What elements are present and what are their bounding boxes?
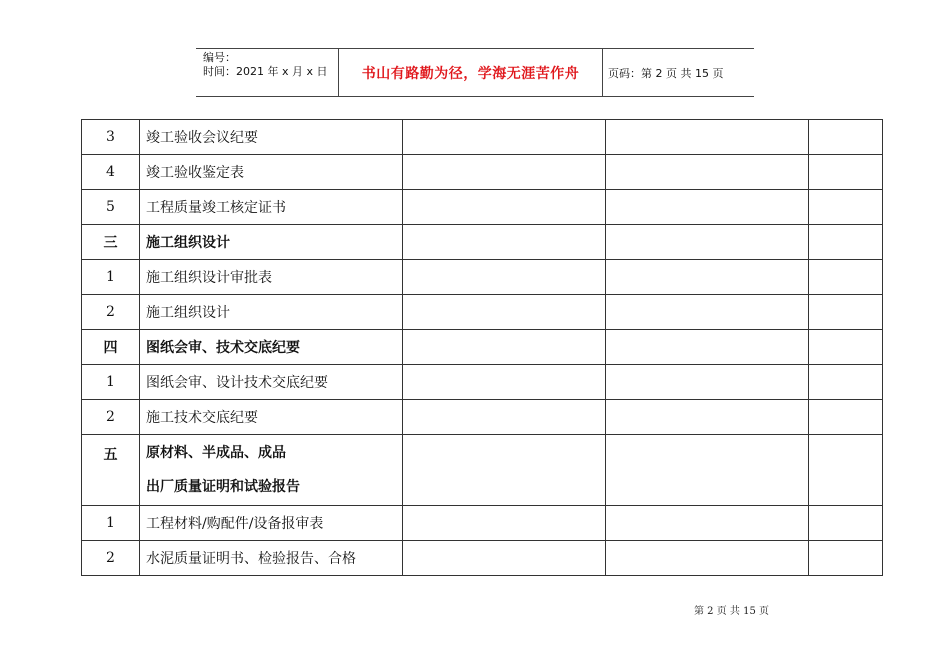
row-description: 工程质量竣工核定证书: [140, 190, 403, 225]
row-description: 施工组织设计审批表: [140, 260, 403, 295]
row-number: 3: [82, 120, 140, 155]
section-row: [82, 225, 883, 260]
section-title: 图纸会审、技术交底纪要: [140, 330, 403, 365]
section-title-line: 出厂质量证明和试验报告: [146, 479, 300, 495]
empty-cell: [606, 330, 809, 365]
section-row: [82, 330, 883, 365]
empty-cell: [809, 190, 883, 225]
empty-cell: [606, 400, 809, 435]
empty-cell: [606, 295, 809, 330]
row-number: 1: [82, 260, 140, 295]
code-label: 编号：: [203, 51, 236, 64]
time-label: 时间：2021 年 x 月 x 日: [203, 65, 328, 78]
row-number: 2: [82, 400, 140, 435]
table-row: [82, 400, 883, 435]
table-row: [82, 120, 883, 155]
page-header: [196, 48, 754, 97]
header-page-number: 页码：第 2 页 共 15 页: [608, 66, 724, 80]
header-divider: [602, 49, 603, 96]
row-number: 1: [82, 506, 140, 541]
row-description: 施工技术交底纪要: [140, 400, 403, 435]
empty-cell: [809, 541, 883, 576]
empty-cell: [403, 400, 606, 435]
empty-cell: [606, 541, 809, 576]
table-row: [82, 260, 883, 295]
page-footer: 第 2 页 共 15 页: [694, 606, 769, 617]
section-title: [140, 435, 403, 506]
empty-cell: [809, 155, 883, 190]
row-description: 水泥质量证明书、检验报告、合格: [140, 541, 403, 576]
section-title: 施工组织设计: [140, 225, 403, 260]
empty-cell: [809, 435, 883, 506]
empty-cell: [403, 541, 606, 576]
empty-cell: [606, 435, 809, 506]
empty-cell: [403, 260, 606, 295]
row-number: 5: [82, 190, 140, 225]
empty-cell: [809, 330, 883, 365]
table-row: [82, 295, 883, 330]
empty-cell: [809, 260, 883, 295]
empty-cell: [606, 225, 809, 260]
empty-cell: [606, 155, 809, 190]
empty-cell: [403, 225, 606, 260]
empty-cell: [403, 365, 606, 400]
row-number: 1: [82, 365, 140, 400]
empty-cell: [606, 120, 809, 155]
empty-cell: [403, 330, 606, 365]
row-number: 4: [82, 155, 140, 190]
section-number: 四: [82, 330, 140, 365]
document-table: [81, 119, 883, 576]
table-row: [82, 541, 883, 576]
row-description: 竣工验收会议纪要: [140, 120, 403, 155]
section-title-line: 原材料、半成品、成品: [146, 445, 286, 461]
empty-cell: [403, 435, 606, 506]
table-row: [82, 365, 883, 400]
empty-cell: [606, 260, 809, 295]
empty-cell: [809, 295, 883, 330]
empty-cell: [809, 400, 883, 435]
row-description: 竣工验收鉴定表: [140, 155, 403, 190]
section-number: 三: [82, 225, 140, 260]
empty-cell: [403, 155, 606, 190]
empty-cell: [606, 190, 809, 225]
header-meta: [203, 51, 338, 79]
section-number: 五: [82, 435, 140, 506]
row-number: 2: [82, 541, 140, 576]
empty-cell: [809, 506, 883, 541]
empty-cell: [403, 295, 606, 330]
row-number: 2: [82, 295, 140, 330]
empty-cell: [809, 120, 883, 155]
empty-cell: [403, 506, 606, 541]
row-description: 工程材料/购配件/设备报审表: [140, 506, 403, 541]
row-description: 图纸会审、设计技术交底纪要: [140, 365, 403, 400]
empty-cell: [606, 506, 809, 541]
empty-cell: [809, 225, 883, 260]
table-row: [82, 506, 883, 541]
empty-cell: [606, 365, 809, 400]
row-description: 施工组织设计: [140, 295, 403, 330]
empty-cell: [403, 120, 606, 155]
section-row: [82, 435, 883, 506]
header-motto: 书山有路勤为径，学海无涯苦作舟: [361, 65, 580, 82]
table-row: [82, 190, 883, 225]
empty-cell: [403, 190, 606, 225]
empty-cell: [809, 365, 883, 400]
table-row: [82, 155, 883, 190]
